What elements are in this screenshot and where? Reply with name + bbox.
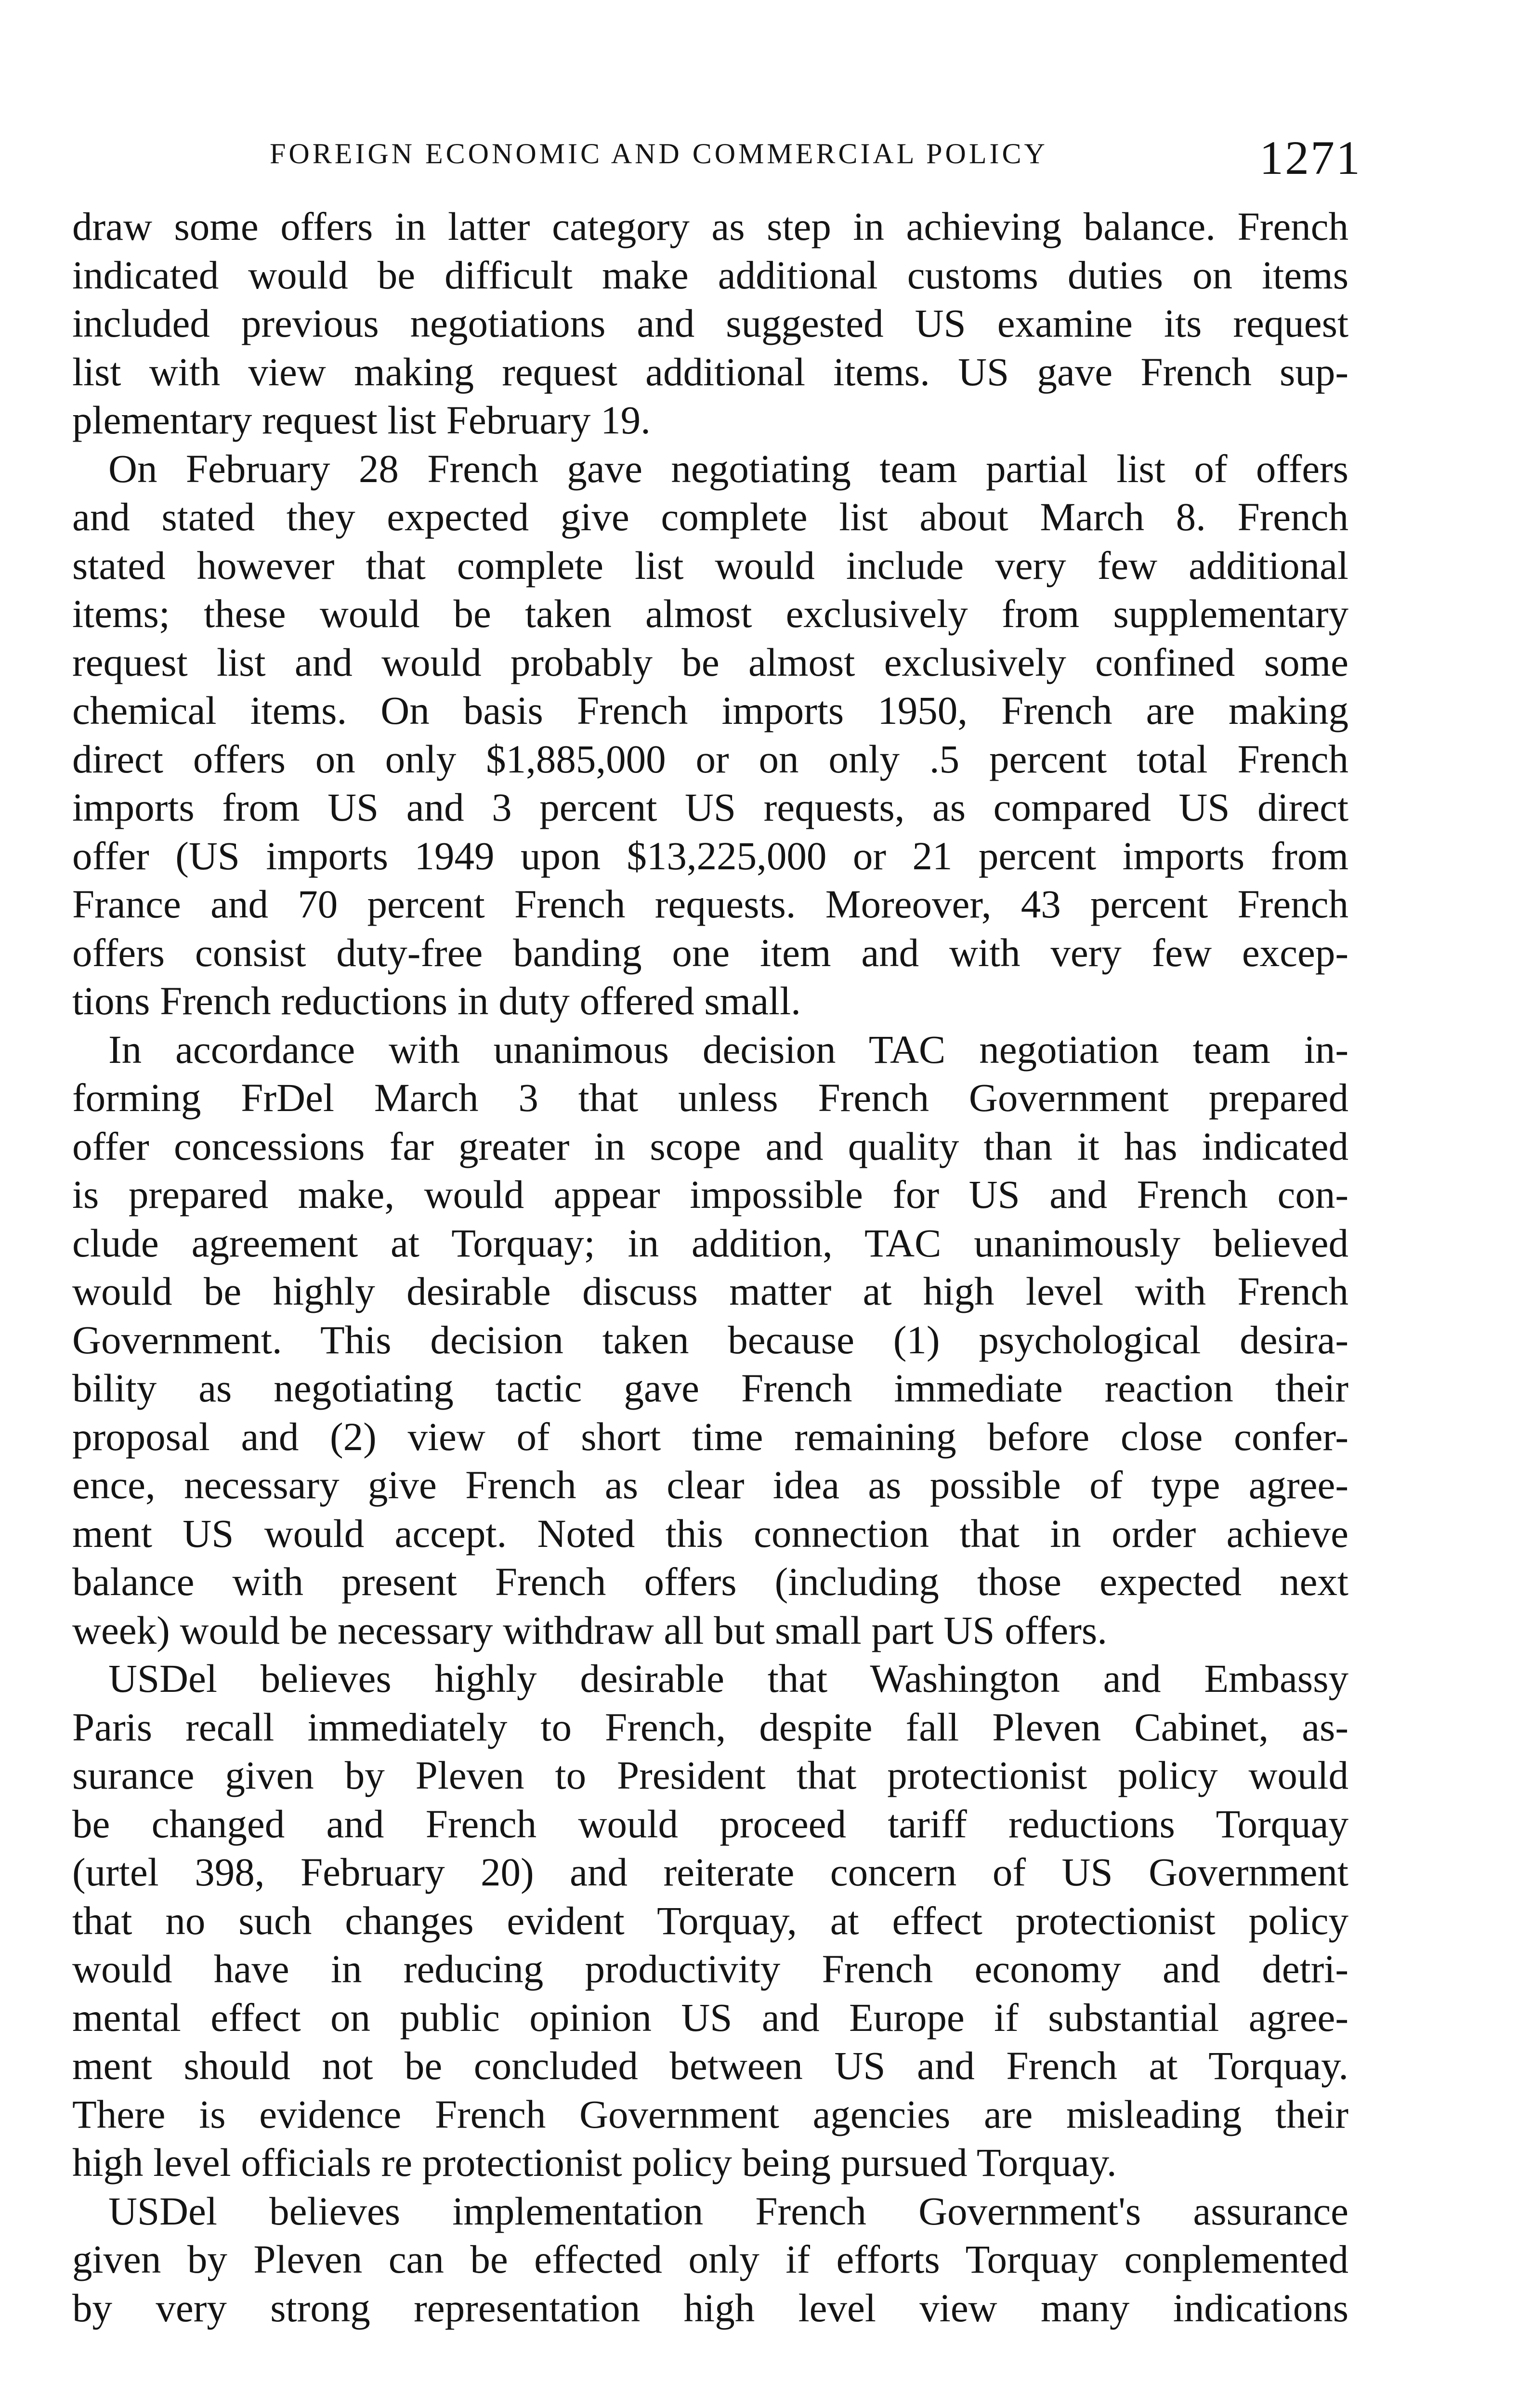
text-line: offers consist duty-free banding one item and with very few excep- [72, 930, 1348, 975]
text-line: draw some offers in latter category as step in achieving balance. French [72, 204, 1348, 249]
text-line: surance given by Pleven to President that protectionist policy would [72, 1753, 1348, 1797]
text-line: There is evidence French Government agencies are misleading their [72, 2092, 1348, 2136]
text-line: by very strong representation high level view many indications [72, 2285, 1348, 2330]
text-line: France and 70 percent French requests. Moreover, 43 percent French [72, 882, 1348, 926]
text-line: is prepared make, would appear impossible for US and French con- [72, 1172, 1348, 1217]
text-line: Paris recall immediately to French, despite fall Pleven Cabinet, as- [72, 1704, 1348, 1749]
text-line: and stated they expected give complete list about March 8. French [72, 495, 1348, 539]
text-line: (urtel 398, February 20) and reiterate concern of US Government [72, 1850, 1348, 1894]
text-line: offer (US imports 1949 upon $13,225,000 or 21 percent imports from [72, 833, 1348, 878]
text-line: USDel believes implementation French Government's assurance [108, 2188, 1348, 2233]
text-line: Government. This decision taken because (1) psychological desira- [72, 1317, 1348, 1362]
text-line: week) would be necessary withdraw all but small part US offers. [72, 1608, 1107, 1652]
paragraph [72, 1025, 1348, 1655]
text-line: ence, necessary give French as clear idea as possible of type agree- [72, 1463, 1348, 1507]
text-line: items; these would be taken almost exclusively from supplementary [72, 591, 1348, 636]
text-line: would be highly desirable discuss matter at high level with French [72, 1269, 1348, 1313]
text-line: mental effect on public opinion US and Europe if substantial agree- [72, 1995, 1348, 2040]
text-line: imports from US and 3 percent US requests, as compared US direct [72, 785, 1348, 829]
text-line: balance with present French offers (including those expected next [72, 1559, 1348, 1604]
text-line: bility as negotiating tactic gave French immediate reaction their [72, 1366, 1348, 1410]
text-line: proposal and (2) view of short time remaining before close confer- [72, 1414, 1348, 1459]
text-line: included previous negotiations and suggested US examine its request [72, 301, 1348, 345]
text-line: In accordance with unanimous decision TAC negotiation team in- [108, 1027, 1348, 1072]
body-text [72, 202, 1348, 2332]
running-title: FOREIGN ECONOMIC AND COMMERCIAL POLICY [270, 138, 1048, 170]
text-line: would have in reducing productivity French economy and detri- [72, 1947, 1348, 1991]
paragraph [72, 202, 1348, 445]
text-line: chemical items. On basis French imports 1950, French are making [72, 688, 1348, 733]
text-line: tions French reductions in duty offered small. [72, 979, 801, 1023]
paragraph [72, 2187, 1348, 2332]
text-line: be changed and French would proceed tariff reductions Torquay [72, 1801, 1348, 1846]
text-line: ment US would accept. Noted this connection that in order achieve [72, 1511, 1348, 1556]
text-line: forming FrDel March 3 that unless French Government prepared [72, 1075, 1348, 1120]
text-line: stated however that complete list would include very few additional [72, 543, 1348, 588]
text-line: ment should not be concluded between US and French at Torquay. [72, 2043, 1348, 2088]
text-line: offer concessions far greater in scope and quality than it has indicated [72, 1124, 1348, 1168]
text-line: given by Pleven can be effected only if efforts Torquay conplemented [72, 2237, 1348, 2281]
text-line: plementary request list February 19. [72, 398, 651, 442]
page-number: 1271 [1259, 131, 1361, 184]
text-line: list with view making request additional items. US gave French sup- [72, 349, 1348, 394]
text-line: On February 28 French gave negotiating team partial list of offers [108, 446, 1348, 491]
paragraph [72, 445, 1348, 1025]
text-line: indicated would be difficult make additional customs duties on items [72, 252, 1348, 297]
text-line: that no such changes evident Torquay, at effect protectionist policy [72, 1898, 1348, 1943]
text-line: USDel believes highly desirable that Washington and Embassy [108, 1656, 1348, 1701]
text-line: request list and would probably be almost exclusively confined some [72, 640, 1348, 684]
paragraph [72, 1654, 1348, 2187]
text-line: clude agreement at Torquay; in addition, TAC unanimously believed [72, 1220, 1348, 1265]
text-line: direct offers on only $1,885,000 or on only .5 percent total French [72, 736, 1348, 781]
text-line: high level officials re protectionist policy being pursued Torquay. [72, 2140, 1117, 2185]
